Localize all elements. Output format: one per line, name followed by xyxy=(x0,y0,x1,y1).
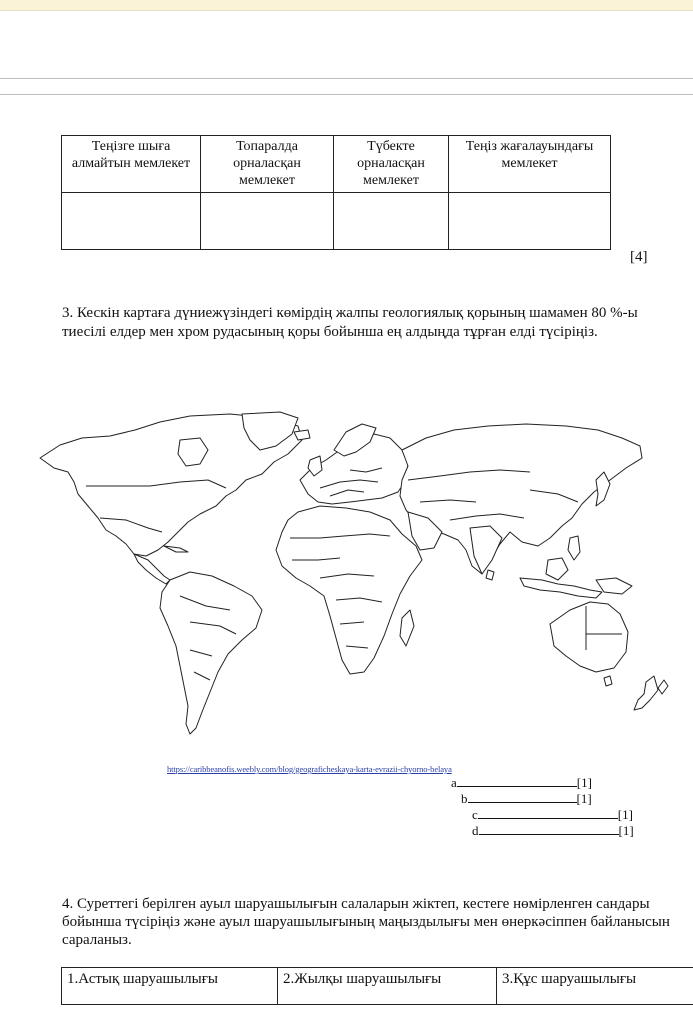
question-3-text: 3. Кескін картаға дүниежүзіндегі көмірдің жалпы геологиялық қорының шамамен 80 %-ы тиесілі елдер мен хром рудасының қоры бойынша ең алдыңда тұрған елді түсіріңіз. xyxy=(62,305,638,340)
answer-cell[interactable] xyxy=(201,193,334,250)
answer-mark: [1] xyxy=(617,807,633,822)
asia-outline xyxy=(400,424,642,574)
madagascar-outline xyxy=(400,610,414,646)
central-america-outline xyxy=(134,554,170,584)
agriculture-table xyxy=(61,967,693,1005)
header-coastal: Теңіз жағалауындағы мемлекет xyxy=(449,136,611,193)
header-poultry: 3.Құс шаруашылығы xyxy=(497,968,693,1005)
header-landlocked: Теңізге шыға алмайтын мемлекет xyxy=(62,136,201,193)
map-source-link[interactable]: https://caribbeanofis.weebly.com/blog/geograficheskaya-karta-evrazii-chyorno-belaya xyxy=(167,764,452,774)
answer-blank[interactable] xyxy=(468,791,577,803)
australia-outline xyxy=(550,602,628,672)
header-grain: 1.Астық шаруашылығы xyxy=(62,968,278,1005)
answer-cell[interactable] xyxy=(334,193,449,250)
header-peninsula: Түбекте орналасқан мемлекет xyxy=(334,136,449,193)
answer-line-b xyxy=(461,791,592,807)
answer-mark: [1] xyxy=(618,823,634,838)
answer-blank[interactable] xyxy=(478,807,618,819)
answer-letter: a xyxy=(451,775,457,790)
tasmania-outline xyxy=(604,676,612,686)
state-types-table xyxy=(61,135,611,250)
answer-line-a xyxy=(451,775,592,791)
answer-letter: b xyxy=(461,791,468,806)
south-america-outline xyxy=(160,572,262,734)
header-archipelago: Топаралда орналасқан мемлекет xyxy=(201,136,334,193)
world-map-outline xyxy=(30,410,670,740)
africa-outline xyxy=(276,506,422,674)
answer-mark: [1] xyxy=(576,791,592,806)
sri-lanka-outline xyxy=(486,570,494,580)
answer-blank[interactable] xyxy=(479,823,619,835)
new-zealand-outline xyxy=(634,676,658,710)
question-4-text: 4. Суреттегі берілген ауыл шаруашылығын салаларын жіктеп, кестеге нөмірленген сандары бойынша түсіріңіз және ауыл шаруашылығының маңыздылығы мен өнеркәсіппен байланысын сараланыз. xyxy=(62,896,670,948)
answer-letter: c xyxy=(472,807,478,822)
nz-north-island xyxy=(658,680,668,694)
answer-letter: d xyxy=(472,823,479,838)
indonesia-outline xyxy=(520,578,602,598)
philippines-outline xyxy=(568,536,580,560)
header-horse: 2.Жылқы шаруашылығы xyxy=(278,968,497,1005)
divider-line xyxy=(0,78,693,79)
answer-cell[interactable] xyxy=(62,193,201,250)
borneo-outline xyxy=(546,558,568,580)
answer-line-c xyxy=(472,807,633,823)
top-toolbar-strip xyxy=(0,0,693,11)
answer-cell[interactable] xyxy=(449,193,611,250)
answer-blank[interactable] xyxy=(457,775,577,787)
divider-line xyxy=(0,94,693,95)
answer-line-d xyxy=(472,823,634,839)
cuba-outline xyxy=(164,546,188,552)
score-mark: [4] xyxy=(630,249,648,265)
answer-mark: [1] xyxy=(576,775,592,790)
